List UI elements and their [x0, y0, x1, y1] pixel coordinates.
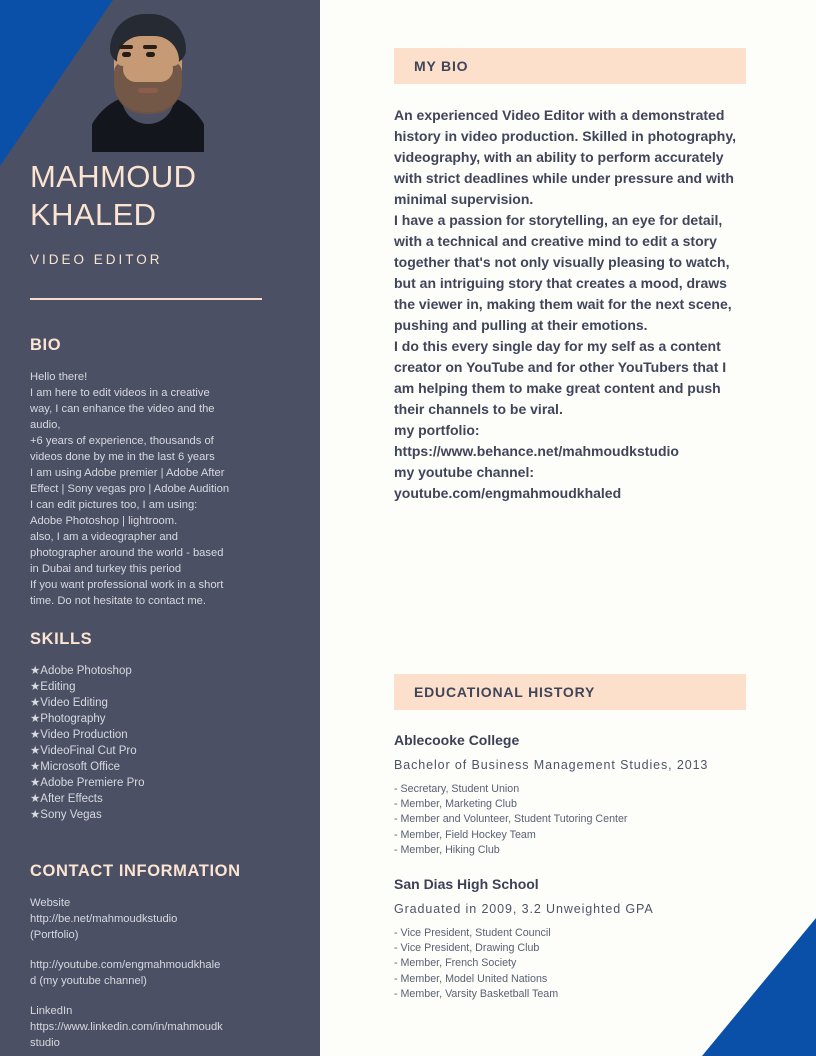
list-item: ★Microsoft Office — [30, 761, 120, 773]
education-entry — [394, 732, 754, 858]
list-item: ★Editing — [30, 681, 76, 693]
education-degree: Graduated in 2009, 3.2 Unweighted GPA — [394, 902, 654, 916]
text-line: +6 years of experience, thousands of — [30, 435, 214, 447]
page-title-line-1: MAHMOUD — [30, 159, 197, 194]
bio-paragraph: I have a passion for storytelling, an eye for detail, with a technical and creative mind to edit a story together that's not only visually pleasing to watch, but an intriguing story that creates a mood, draws the viewer in, making them wait for the next scene, pushing and pulling at their emotions. — [394, 212, 732, 333]
text-line: audio, — [30, 419, 61, 431]
text-line: also, I am a videographer and — [30, 531, 179, 543]
contact-line: d (my youtube channel) — [30, 975, 147, 987]
list-item: ★Adobe Premiere Pro — [30, 777, 145, 789]
contact-line: https://www.linkedin.com/in/mahmoudk — [30, 1021, 223, 1033]
sidebar — [0, 0, 320, 1056]
bio-paragraph: An experienced Video Editor with a demonstrated history in video production. Skilled in photography, videography, with an ability to perform accurately with strict deadlines while under pressure and with minimal supervision. — [394, 107, 736, 207]
text-line: Adobe Photoshop | lightroom. — [30, 515, 178, 527]
portrait-forehead — [117, 36, 179, 66]
text-line: time. Do not hesitate to contact me. — [30, 595, 206, 607]
sidebar-bio-text — [30, 369, 270, 609]
sidebar-skills-heading: SKILLS — [30, 630, 93, 648]
skills-list — [30, 663, 270, 823]
section-header-my-bio-label: MY BIO — [414, 58, 469, 74]
section-header-educational-history — [394, 674, 746, 710]
text-line: I am here to edit videos in a creative — [30, 387, 210, 399]
contact-line: (Portfolio) — [30, 929, 79, 941]
contact-line: http://be.net/mahmoudkstudio — [30, 913, 178, 925]
list-item: ★VideoFinal Cut Pro — [30, 745, 137, 757]
contact-group — [30, 957, 270, 989]
text-line: I am using Adobe premier | Adobe After — [30, 467, 225, 479]
contact-group — [30, 895, 270, 943]
list-item: ★Adobe Photoshop — [30, 665, 132, 677]
avatar — [92, 0, 204, 152]
section-header-education-label: EDUCATIONAL HISTORY — [414, 684, 596, 700]
list-item: - Member, Varsity Basketball Team — [394, 987, 559, 1000]
contact-line: LinkedIn — [30, 1005, 73, 1017]
sidebar-section-contact — [30, 862, 270, 1056]
list-item: ★Video Production — [30, 729, 128, 741]
portrait-mouth — [138, 88, 158, 93]
text-line: I can edit pictures too, I am using: — [30, 499, 198, 511]
education-degree: Bachelor of Business Management Studies, 2013 — [394, 758, 709, 772]
text-line: videos done by me in the last 6 years — [30, 451, 215, 463]
list-item: - Member and Volunteer, Student Tutoring Center — [394, 813, 628, 826]
list-item: - Member, Marketing Club — [394, 798, 517, 811]
education-school-name: Ablecooke College — [394, 732, 520, 748]
text-line: Hello there! — [30, 371, 88, 383]
list-item: - Member, Hiking Club — [394, 843, 500, 856]
contact-groups — [30, 895, 270, 1051]
list-item: - Member, Model United Nations — [394, 972, 548, 985]
bio-paragraph: I do this every single day for my self as a content creator on YouTube and for other YouTubers that I am helping them to make great content and push their channels to be viral. — [394, 338, 727, 417]
sidebar-section-bio — [30, 336, 270, 609]
list-item: - Secretary, Student Union — [394, 783, 520, 795]
text-line: Effect | Sony vegas pro | Adobe Audition — [30, 483, 230, 495]
portrait-eye-left — [122, 52, 131, 57]
list-item: - Vice President, Student Council — [394, 927, 551, 939]
list-item: - Vice President, Drawing Club — [394, 942, 540, 955]
section-header-my-bio — [394, 48, 746, 84]
list-item: ★After Effects — [30, 793, 103, 805]
sidebar-section-skills — [30, 630, 270, 823]
portrait-brow-left — [119, 45, 133, 49]
bio-paragraph: my youtube channel: youtube.com/engmahmoudkhaled — [394, 464, 622, 501]
contact-line: http://youtube.com/engmahmoudkhale — [30, 959, 221, 971]
portrait-brow-right — [143, 45, 157, 49]
text-line: in Dubai and turkey this period — [30, 563, 182, 575]
bio-paragraph: my portfolio: https://www.behance.net/mahmoudkstudio — [394, 422, 679, 459]
list-item: - Member, French Society — [394, 957, 517, 970]
sidebar-contact-heading: CONTACT INFORMATION — [30, 862, 241, 880]
education-school-name: San Dias High School — [394, 876, 539, 892]
contact-line: Website — [30, 897, 71, 909]
divider — [30, 298, 262, 300]
contact-group — [30, 1003, 270, 1051]
education-activities-list — [394, 926, 754, 1002]
list-item: ★Sony Vegas — [30, 809, 102, 821]
list-item: - Member, Field Hockey Team — [394, 828, 536, 841]
main-column — [320, 0, 816, 1056]
text-line: If you want professional work in a short — [30, 579, 224, 591]
text-line: way, I can enhance the video and the — [30, 403, 215, 415]
bio-paragraphs — [394, 105, 746, 504]
name-block — [30, 158, 290, 267]
page-title-line-2: KHALED — [30, 197, 157, 232]
list-item: ★Photography — [30, 713, 106, 725]
contact-line: studio — [30, 1037, 60, 1049]
sidebar-bio-heading: BIO — [30, 336, 62, 354]
portrait-eye-right — [146, 52, 155, 57]
education-entry — [394, 876, 754, 1002]
education-activities-list — [394, 782, 754, 858]
list-item: ★Video Editing — [30, 697, 108, 709]
text-line: photographer around the world - based — [30, 547, 224, 559]
job-title: VIDEO EDITOR — [30, 252, 163, 267]
